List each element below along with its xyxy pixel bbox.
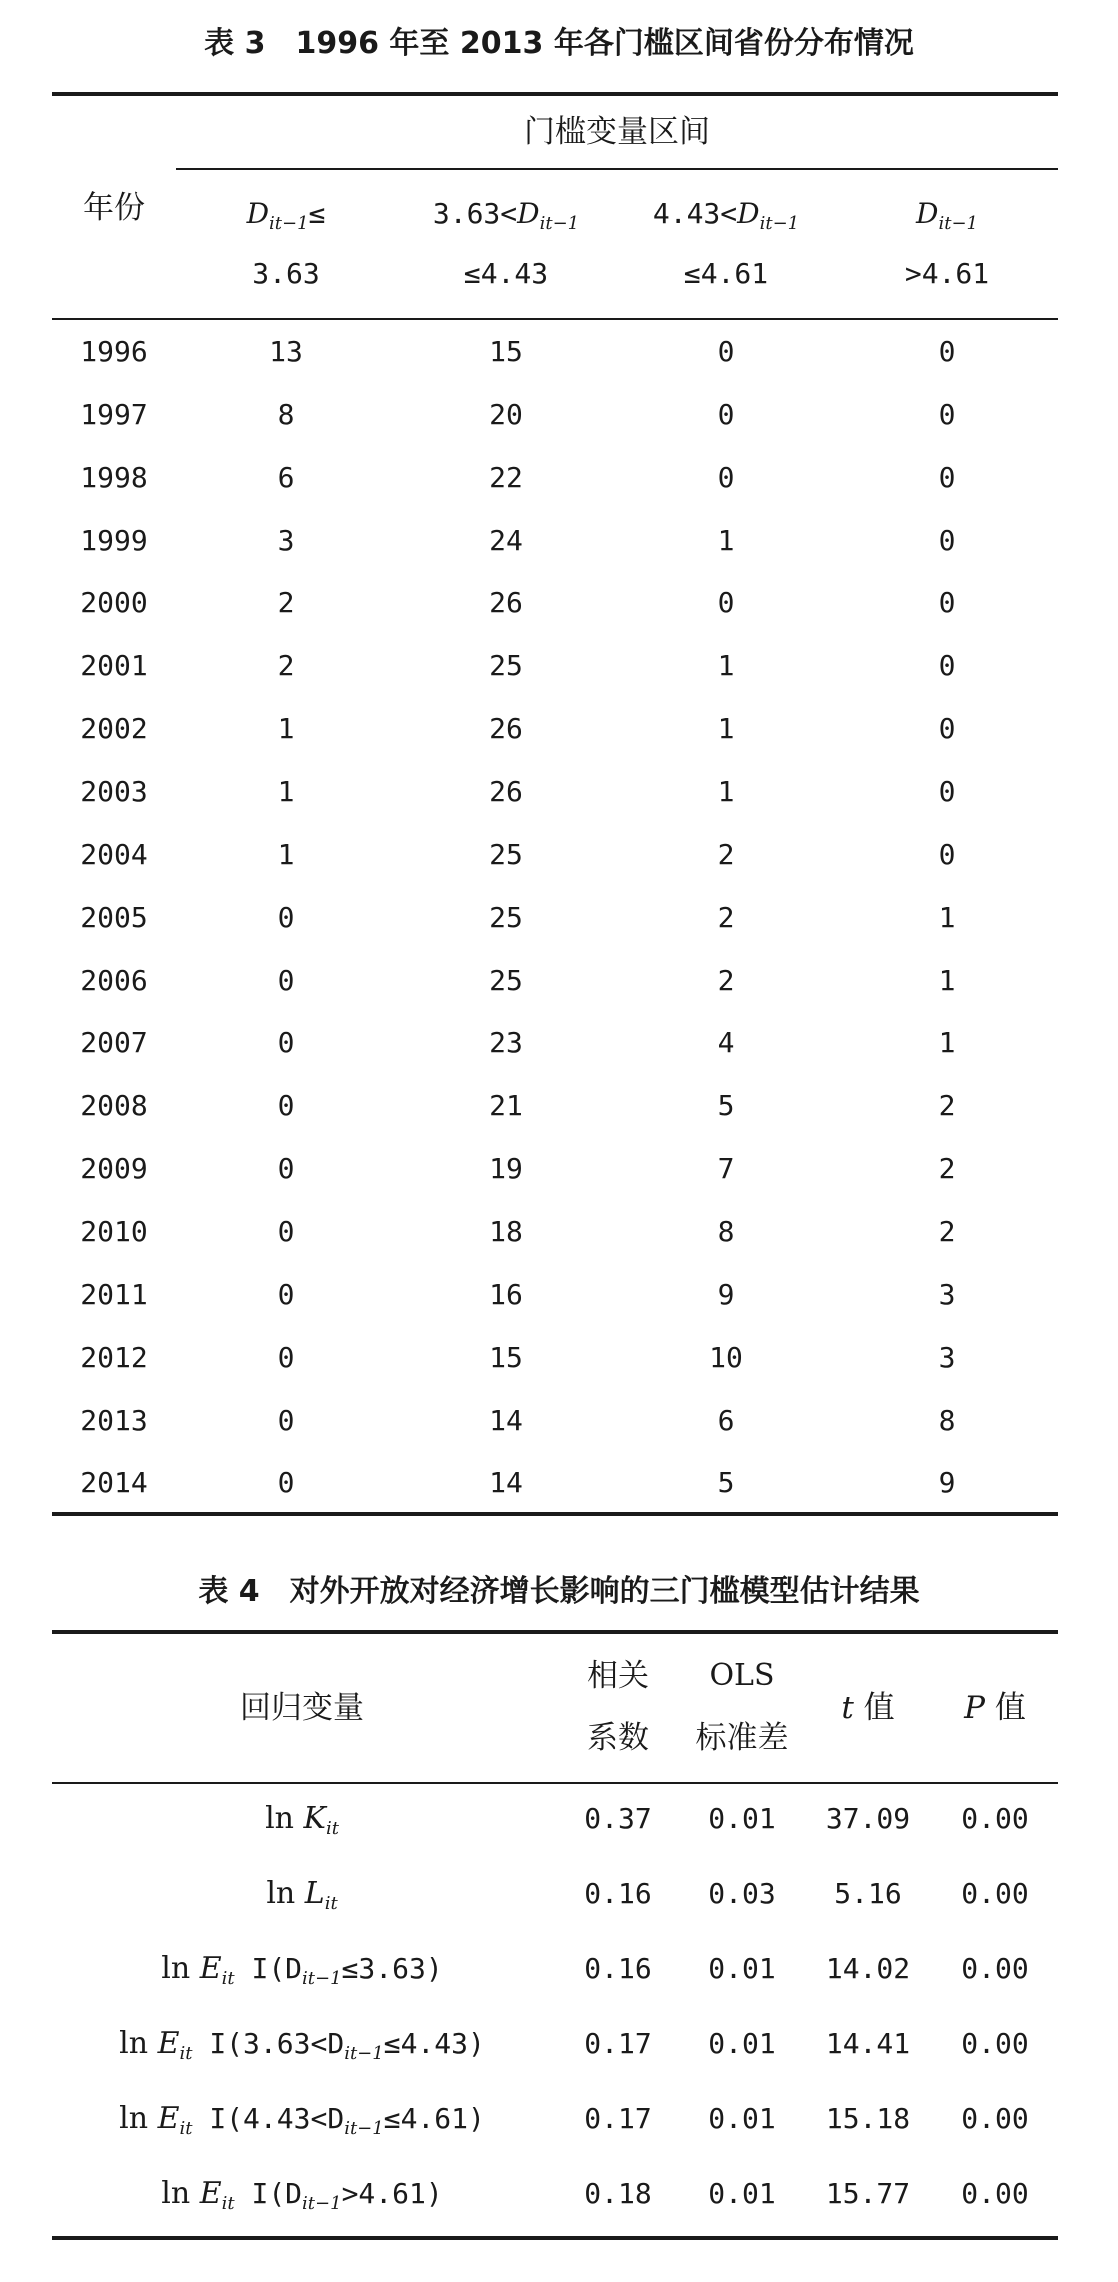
table3-count-cell: 9 xyxy=(938,1466,956,1500)
variable-subscript: it−1 xyxy=(938,213,978,234)
relation-symbol: ≤ xyxy=(308,197,326,230)
table3-count-cell: 0 xyxy=(938,335,956,368)
table4-t-cell: 37.09 xyxy=(825,1802,911,1835)
table3-count-cell: 10 xyxy=(709,1340,743,1374)
table3-count-cell: 3 xyxy=(938,1340,956,1374)
table3-year-cell: 2004 xyxy=(80,837,148,871)
table4-regressor-label xyxy=(52,2101,552,2147)
table3-count-cell: 0 xyxy=(277,1277,295,1311)
t-suffix: 值 xyxy=(853,1690,895,1726)
table4-top-rule xyxy=(52,1630,1058,1634)
table4-header-rule xyxy=(52,1782,1058,1784)
variable-symbol: D xyxy=(517,197,540,230)
table4-p-cell: 0.00 xyxy=(961,2102,1029,2135)
table3-group-rule xyxy=(176,168,1058,170)
table3-count-cell: 2 xyxy=(717,963,735,997)
table3-count-cell: 0 xyxy=(277,1340,295,1374)
table3-count-cell: 21 xyxy=(489,1089,523,1123)
table3-count-cell: 8 xyxy=(717,1214,735,1248)
table3-count-cell: 2 xyxy=(277,649,295,683)
indicator-bound: ≤4.43) xyxy=(383,2027,485,2060)
table3-count-cell: 0 xyxy=(277,1089,295,1123)
threshold-lower-bound: 3.63< xyxy=(432,197,518,230)
table4-header-se-line2: 标准差 xyxy=(695,1720,789,1756)
table3-count-cell: 1 xyxy=(938,963,956,997)
table3-year-cell: 2003 xyxy=(80,775,148,808)
table3-count-cell: 0 xyxy=(277,963,295,997)
variable-subscript: it xyxy=(324,1893,338,1914)
variable-symbol: E xyxy=(199,1951,222,1986)
variable-symbol: D xyxy=(246,197,270,230)
table4-regressor-label xyxy=(52,1951,552,1997)
table4-coef-cell: 0.16 xyxy=(584,1877,652,1910)
indicator-text: I(D xyxy=(234,1952,303,1985)
table4-caption: 表 4 对外开放对经济增长影响的三门槛模型估计结果 xyxy=(198,1574,920,1609)
variable-subscript: it xyxy=(179,2043,193,2064)
variable-symbol: L xyxy=(304,1876,325,1911)
table3-count-cell: 0 xyxy=(938,775,956,808)
table3-count-cell: 3 xyxy=(938,1277,956,1311)
table4-p-cell: 0.00 xyxy=(961,2027,1029,2060)
table4-se-cell: 0.01 xyxy=(708,1952,776,1985)
table3-year-cell: 2002 xyxy=(80,712,148,746)
table3-year-cell: 1996 xyxy=(80,335,148,368)
variable-subscript: it−1 xyxy=(539,213,580,234)
table3-count-cell: 26 xyxy=(489,712,523,746)
table3-count-cell: 1 xyxy=(717,523,735,557)
table4-regressor-label xyxy=(52,1801,552,1847)
variable-symbol: E xyxy=(157,2101,180,2136)
p-symbol: P xyxy=(964,1690,985,1726)
table3-count-cell: 0 xyxy=(277,1026,295,1060)
table4-header-coef-line2: 系数 xyxy=(587,1720,649,1756)
threshold-lower-bound: 4.43< xyxy=(652,197,738,230)
table3-year-cell: 1999 xyxy=(80,523,148,557)
table3-count-cell: 15 xyxy=(489,335,523,368)
variable-subscript: it xyxy=(325,1818,339,1839)
table3-count-cell: 15 xyxy=(489,1340,523,1374)
table3-year-cell: 2000 xyxy=(80,586,148,620)
table4-se-cell: 0.03 xyxy=(708,1877,776,1910)
variable-subscript: it−1 xyxy=(759,213,800,234)
table3-count-cell: 0 xyxy=(717,397,735,431)
table3-count-cell: 20 xyxy=(489,397,523,431)
table3-count-cell: 25 xyxy=(489,900,523,934)
table3-year-cell: 2014 xyxy=(80,1466,148,1500)
log-prefix: ln xyxy=(266,1876,305,1911)
threshold-subscript: it−1 xyxy=(344,2118,384,2139)
table3-count-cell: 1 xyxy=(277,712,295,746)
table3-col-header-1-line2: 3.63 xyxy=(252,257,320,290)
table4-p-cell: 0.00 xyxy=(961,2177,1029,2210)
table3-header-rule xyxy=(52,318,1058,320)
table3-col-header-3-line2: ≤4.61 xyxy=(683,257,769,290)
variable-symbol: E xyxy=(157,2026,180,2061)
table4-header-coef-line1: 相关 xyxy=(587,1658,649,1694)
table3-count-cell: 0 xyxy=(277,1403,295,1437)
table3-bottom-rule xyxy=(52,1512,1058,1516)
t-symbol: t xyxy=(841,1690,854,1726)
table3-count-cell: 1 xyxy=(938,1026,956,1060)
table3-count-cell: 8 xyxy=(938,1403,956,1437)
table3-year-header: 年份 xyxy=(83,190,145,226)
table3-year-cell: 2013 xyxy=(80,1403,148,1437)
table3-count-cell: 1 xyxy=(717,775,735,808)
indicator-text: I(3.63<D xyxy=(192,2027,345,2060)
table3-count-cell: 26 xyxy=(489,775,523,808)
table3-count-cell: 14 xyxy=(489,1403,523,1437)
table3-count-cell: 0 xyxy=(277,1214,295,1248)
table4-p-cell: 0.00 xyxy=(961,1802,1029,1835)
table3-year-cell: 2009 xyxy=(80,1152,148,1186)
table3-count-cell: 1 xyxy=(717,712,735,746)
table3-col-header-2-line1 xyxy=(396,196,616,242)
table3-col-header-4-line2: >4.61 xyxy=(904,257,990,290)
table3-count-cell: 0 xyxy=(938,586,956,620)
table4-coef-cell: 0.18 xyxy=(584,2177,652,2210)
table4-se-cell: 0.01 xyxy=(708,2027,776,2060)
table4-regressor-label xyxy=(52,2026,552,2072)
table3-year-cell: 2008 xyxy=(80,1089,148,1123)
table4-coef-cell: 0.17 xyxy=(584,2027,652,2060)
log-prefix: ln xyxy=(119,2101,158,2136)
table4-t-cell: 14.41 xyxy=(825,2027,911,2060)
table4-t-cell: 14.02 xyxy=(825,1952,911,1985)
table3-count-cell: 0 xyxy=(938,649,956,683)
table4-p-cell: 0.00 xyxy=(961,1952,1029,1985)
table3-count-cell: 14 xyxy=(489,1466,523,1500)
table3-count-cell: 2 xyxy=(717,837,735,871)
log-prefix: ln xyxy=(161,1951,200,1986)
table3-caption: 表 3 1996 年至 2013 年各门槛区间省份分布情况 xyxy=(204,26,914,61)
table3-count-cell: 0 xyxy=(717,460,735,494)
table4-se-cell: 0.01 xyxy=(708,2102,776,2135)
table4-header-regressor: 回归变量 xyxy=(240,1690,364,1726)
table3-count-cell: 0 xyxy=(938,460,956,494)
table3-year-cell: 2012 xyxy=(80,1340,148,1374)
log-prefix: ln xyxy=(265,1801,304,1836)
table3-count-cell: 2 xyxy=(938,1214,956,1248)
variable-subscript: it xyxy=(221,2193,235,2214)
table3-count-cell: 9 xyxy=(717,1277,735,1311)
table3-year-cell: 2005 xyxy=(80,900,148,934)
threshold-subscript: it−1 xyxy=(302,2193,342,2214)
table3-count-cell: 18 xyxy=(489,1214,523,1248)
table3-count-cell: 0 xyxy=(938,837,956,871)
log-prefix: ln xyxy=(161,2176,200,2211)
table3-count-cell: 3 xyxy=(277,523,295,557)
threshold-subscript: it−1 xyxy=(302,1968,342,1989)
table3-year-cell: 1998 xyxy=(80,460,148,494)
table4-t-cell: 5.16 xyxy=(834,1877,902,1910)
table3-year-cell: 1997 xyxy=(80,397,148,431)
table4-se-cell: 0.01 xyxy=(708,1802,776,1835)
table3-year-cell: 2006 xyxy=(80,963,148,997)
table4-coef-cell: 0.17 xyxy=(584,2102,652,2135)
table4-t-cell: 15.18 xyxy=(825,2102,911,2135)
table3-count-cell: 0 xyxy=(717,335,735,368)
table3-count-cell: 19 xyxy=(489,1152,523,1186)
table4-bottom-rule xyxy=(52,2236,1058,2240)
table4-se-cell: 0.01 xyxy=(708,2177,776,2210)
table4-coef-cell: 0.16 xyxy=(584,1952,652,1985)
indicator-text: I(D xyxy=(234,2177,303,2210)
table3-count-cell: 2 xyxy=(277,586,295,620)
table3-count-cell: 26 xyxy=(489,586,523,620)
table3-count-cell: 0 xyxy=(938,397,956,431)
table3-count-cell: 23 xyxy=(489,1026,523,1060)
table3-count-cell: 13 xyxy=(269,335,303,368)
variable-symbol: E xyxy=(199,2176,222,2211)
variable-symbol: K xyxy=(303,1801,326,1836)
table4-regressor-label xyxy=(52,2176,552,2222)
table3-col-header-4-line1 xyxy=(836,196,1058,242)
table3-group-header: 门槛变量区间 xyxy=(524,114,710,150)
table3-count-cell: 2 xyxy=(938,1089,956,1123)
table3-col-header-3-line1 xyxy=(616,196,836,242)
table3-top-rule xyxy=(52,92,1058,96)
table3-year-cell: 2011 xyxy=(80,1277,148,1311)
table4-header-p xyxy=(932,1690,1058,1726)
p-suffix: 值 xyxy=(985,1690,1026,1726)
table3-count-cell: 0 xyxy=(938,523,956,557)
table4-p-cell: 0.00 xyxy=(961,1877,1029,1910)
table3-count-cell: 6 xyxy=(277,460,295,494)
table3-count-cell: 25 xyxy=(489,963,523,997)
table3-count-cell: 24 xyxy=(489,523,523,557)
variable-subscript: it xyxy=(221,1968,235,1989)
table4-coef-cell: 0.37 xyxy=(584,1802,652,1835)
table4-t-cell: 15.77 xyxy=(825,2177,911,2210)
table3-count-cell: 1 xyxy=(277,837,295,871)
table3-count-cell: 25 xyxy=(489,649,523,683)
table3-count-cell: 8 xyxy=(277,397,295,431)
table3-count-cell: 2 xyxy=(717,900,735,934)
table4-regressor-label xyxy=(52,1876,552,1922)
table3-count-cell: 0 xyxy=(277,1466,295,1500)
table3-count-cell: 5 xyxy=(717,1089,735,1123)
log-prefix: ln xyxy=(119,2026,158,2061)
table3-count-cell: 16 xyxy=(489,1277,523,1311)
variable-symbol: D xyxy=(916,197,939,230)
table3-year-cell: 2010 xyxy=(80,1214,148,1248)
indicator-bound: >4.61) xyxy=(341,2177,443,2210)
table3-year-cell: 2007 xyxy=(80,1026,148,1060)
indicator-bound: ≤4.61) xyxy=(383,2102,485,2135)
table3-col-header-2-line2: ≤4.43 xyxy=(463,257,549,290)
table3-count-cell: 0 xyxy=(277,1152,295,1186)
threshold-subscript: it−1 xyxy=(344,2043,384,2064)
table3-col-header-1-line1 xyxy=(176,196,396,242)
table3-count-cell: 0 xyxy=(717,586,735,620)
indicator-bound: ≤3.63) xyxy=(341,1952,443,1985)
indicator-text: I(4.43<D xyxy=(192,2102,345,2135)
table3-count-cell: 22 xyxy=(489,460,523,494)
variable-subscript: it xyxy=(179,2118,193,2139)
table4-header-se-line1: OLS xyxy=(709,1658,775,1693)
table3-count-cell: 25 xyxy=(489,837,523,871)
table4-header-t xyxy=(804,1690,932,1726)
table3-count-cell: 0 xyxy=(277,900,295,934)
table3-count-cell: 1 xyxy=(277,775,295,808)
table3-year-cell: 2001 xyxy=(80,649,148,683)
table3-count-cell: 1 xyxy=(717,649,735,683)
table3-count-cell: 6 xyxy=(717,1403,735,1437)
table3-count-cell: 4 xyxy=(717,1026,735,1060)
table3-count-cell: 5 xyxy=(717,1466,735,1500)
table3-count-cell: 1 xyxy=(938,900,956,934)
variable-subscript: it−1 xyxy=(269,213,309,234)
table3-count-cell: 0 xyxy=(938,712,956,746)
table3-count-cell: 7 xyxy=(717,1152,735,1186)
table3-count-cell: 2 xyxy=(938,1152,956,1186)
variable-symbol: D xyxy=(737,197,760,230)
